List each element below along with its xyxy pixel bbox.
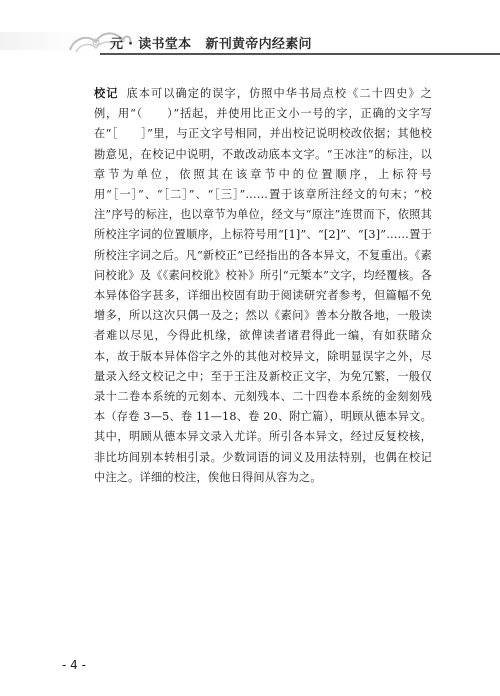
header-rule [100, 53, 500, 55]
series-title: 元 · 读书堂本 [110, 37, 192, 52]
book-title: 新刊黄帝内经素问 [205, 37, 312, 52]
paragraph-text: 底本可以确定的误字，仿照中华书局点校《二十四史》之例，用“（ ）”括起，并使用比正文小一号的字，正确的文字写在“［ ］”里，与正文字号相同，并出校记说明校改依据；其他校勘意见，在校记中说明，不敢改动底本文字。“王冰注”的标注，以章节为单位，依照其在该章节中的位置顺序，上标符号用“［一］”、“［二］”、“［三］”……置于该章所注经文的句末；“校注”序号的标注，也以章节为单位，经文与“原注”连贯而下，依照其所校注字词的位置顺序，上标符号用“[1]”、“[2]”、“[3]”……置于所校注字词之后。凡“新校正”已经指出的各本异文，不复重出。《素问校讹》及《《素问校讹》校补》所引“元椠本”文字，均经覆核。各本异体俗字甚多，详细出校固有助于阅读研究者参考，但篇幅不免增多，所以这次只偶一及之；然以《素问》善本分散各地，一般读者难以尽见，今得此机缘，欲俾读者诸君得此一编，有如获睹众本，故于版本异体俗字之外的其他对校异文，除明显误字之外，尽量录入经文校记之中；至于王注及新校正文字，为免冗繁，一般仅录十二卷本系统的元刻本、元刻残本、二十四卷本系统的金刻刻残本（存卷 3—5、卷 11—18、卷 20、附亡篇），明顾从德本异文。其中，明顾从德本异文录入尤详。所引各本异文，经过反复校核，非比坊间别本转相引录。少数词语的词义及用法特别，也偶在校记中注之。详细的校注，俟他日得间从容为之。 [94, 87, 432, 484]
page-number: - 4 - [62, 658, 86, 672]
header-title [110, 33, 390, 53]
section-heading: 校记 [94, 87, 119, 100]
running-header [0, 20, 500, 54]
collation-notes-paragraph [94, 84, 432, 488]
